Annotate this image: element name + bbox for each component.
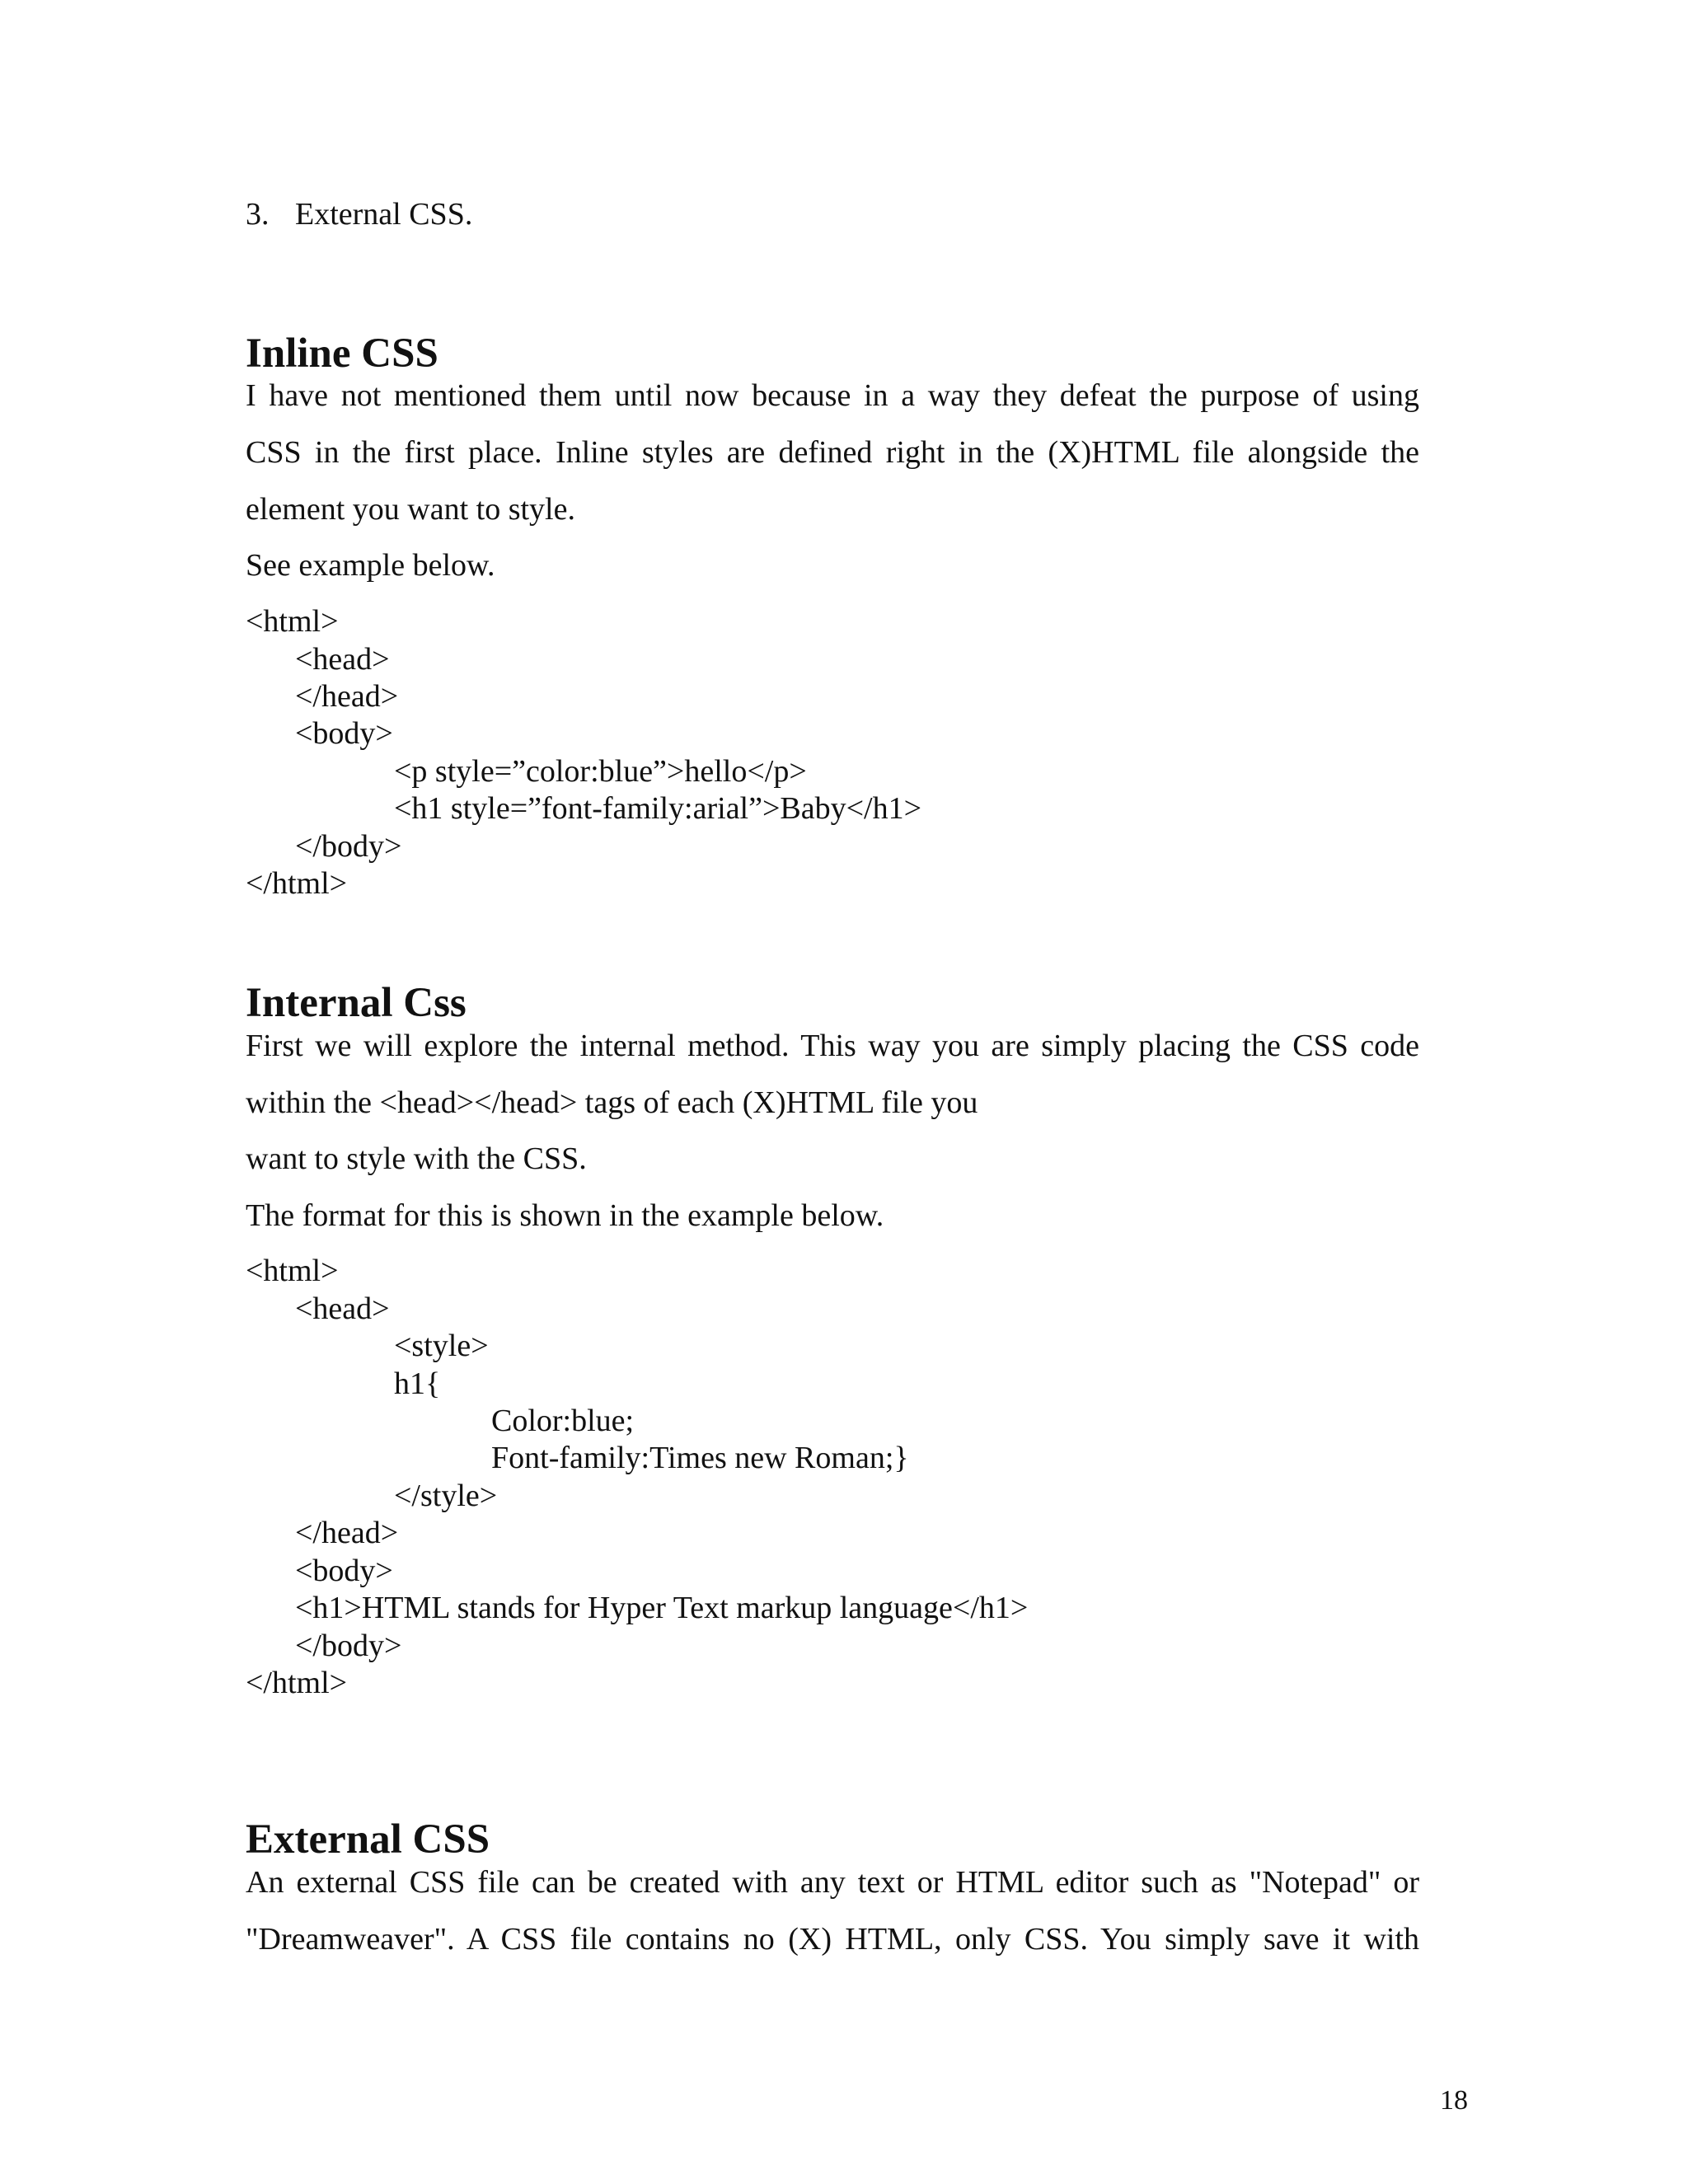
code-line: </html> [246, 1666, 348, 1700]
code-line: <body> [295, 1554, 393, 1588]
internal-paragraph-line-2: within the <head></head> tags of each (X)HTML file you [246, 1085, 978, 1120]
inline-see-example: See example below. [246, 548, 495, 583]
list-item-text: External CSS. [295, 197, 473, 232]
code-line: <html> [246, 1254, 339, 1288]
code-line: Font-family:Times new Roman;} [491, 1441, 909, 1475]
page-number: 18 [1440, 2085, 1468, 2116]
external-paragraph-line-2: "Dreamweaver". A CSS file contains no (X) HTML, only CSS. You simply save it with [246, 1922, 1419, 1957]
inline-paragraph-line-3: element you want to style. [246, 492, 575, 527]
inline-paragraph-line-1: I have not mentioned them until now because in a way they defeat the purpose of using [246, 378, 1419, 413]
code-line: </body> [295, 1629, 402, 1663]
code-line: </style> [394, 1479, 498, 1513]
list-item-number: 3. [246, 197, 270, 232]
code-line: <h1>HTML stands for Hyper Text markup language</h1> [295, 1591, 1029, 1625]
internal-paragraph-line-4: The format for this is shown in the example below. [246, 1198, 884, 1233]
heading-external-css: External CSS [246, 1816, 490, 1863]
internal-paragraph-line-1: First we will explore the internal method. This way you are simply placing the CSS code [246, 1029, 1419, 1063]
code-line: Color:blue; [491, 1404, 635, 1438]
code-line: h1{ [394, 1366, 441, 1401]
heading-internal-css: Internal Css [246, 980, 467, 1026]
code-line: </head> [295, 679, 399, 714]
code-line: </body> [295, 829, 402, 864]
code-line: <html> [246, 604, 339, 639]
internal-paragraph-line-3: want to style with the CSS. [246, 1141, 587, 1176]
code-line: </html> [246, 866, 348, 901]
code-line: </head> [295, 1516, 399, 1550]
code-line: <style> [394, 1329, 489, 1363]
heading-inline-css: Inline CSS [246, 330, 438, 377]
inline-paragraph-line-2: CSS in the first place. Inline styles are defined right in the (X)HTML file alongside the [246, 435, 1419, 470]
code-line: <h1 style=”font-family:arial”>Baby</h1> [394, 791, 922, 826]
code-line: <head> [295, 1291, 390, 1326]
external-paragraph-line-1: An external CSS file can be created with any text or HTML editor such as "Notepad" or [246, 1865, 1419, 1900]
code-line: <p style=”color:blue”>hello</p> [394, 754, 807, 789]
code-line: <head> [295, 642, 390, 677]
code-line: <body> [295, 716, 393, 751]
